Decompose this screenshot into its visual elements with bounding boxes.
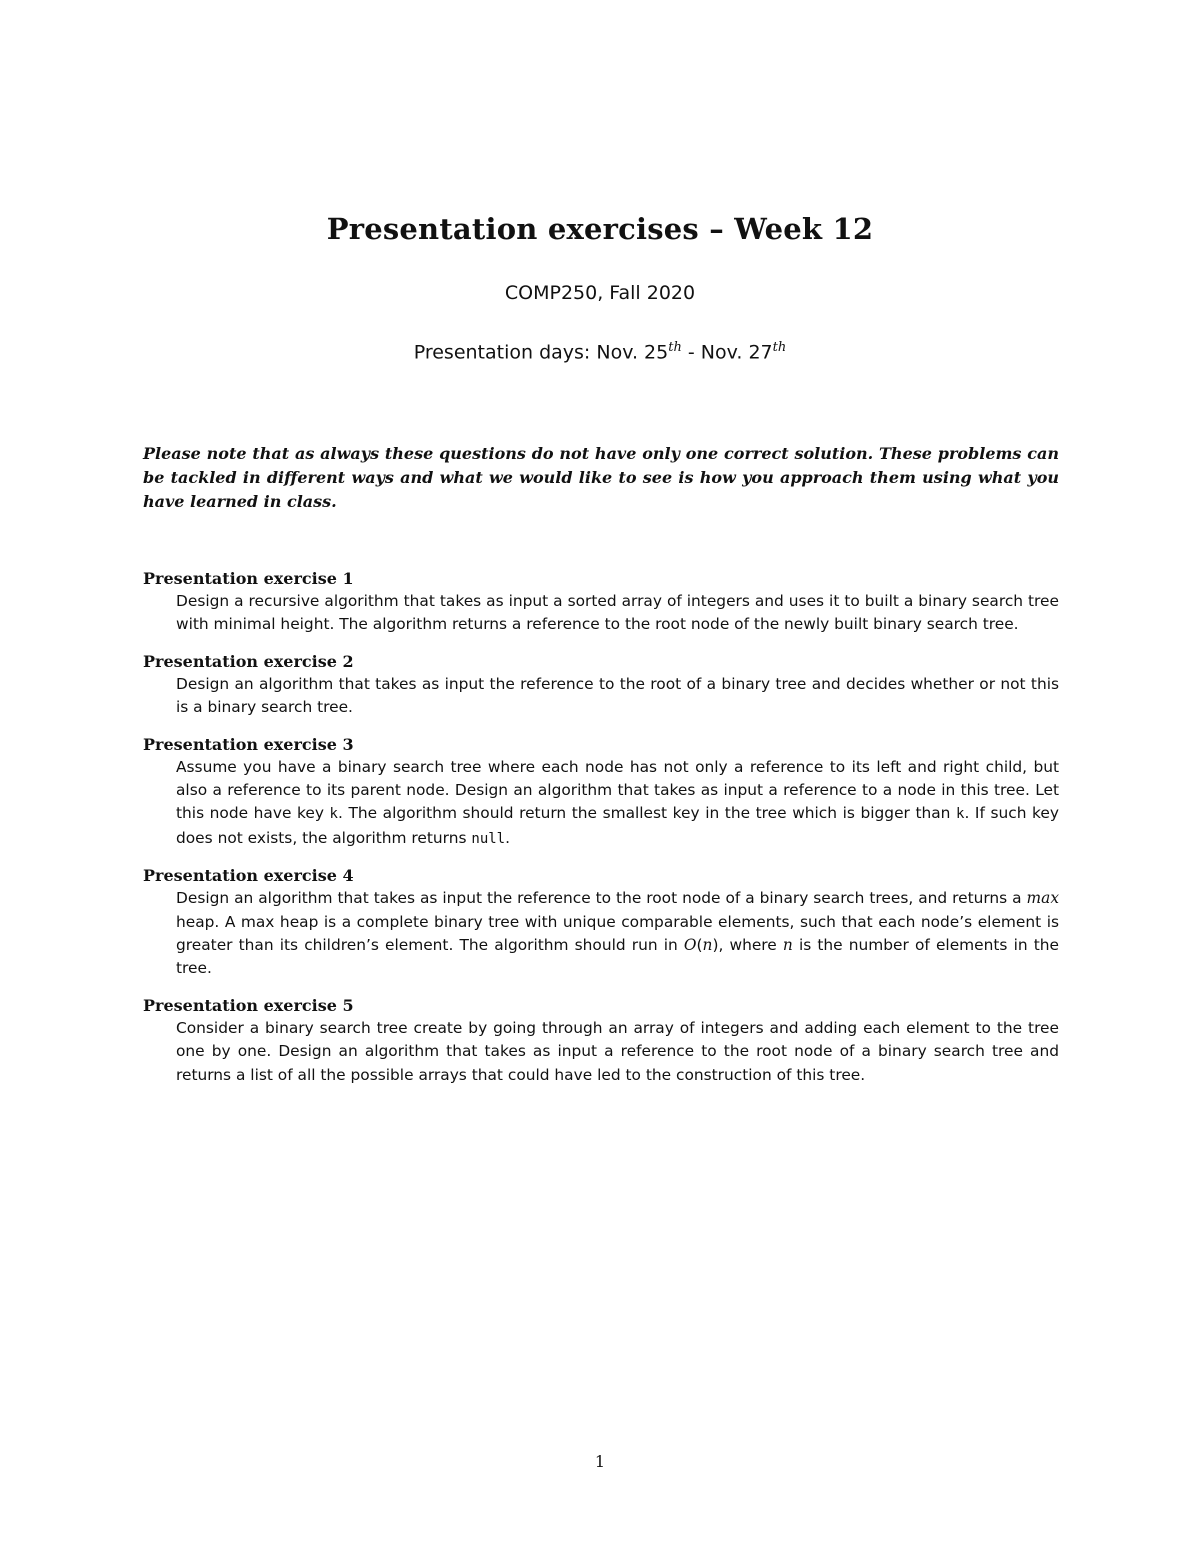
exercise-body: Design an algorithm that takes as input the reference to the root of a binary tree and decides whether or not this is a binary search tree.: [176, 674, 1059, 717]
exercise-body: [176, 887, 1059, 981]
presentation-dates: [0, 340, 1200, 363]
exercise-list: [143, 568, 1059, 1101]
exercise-1: [143, 568, 1059, 637]
math-symbol: n: [782, 936, 793, 955]
math-symbol: O: [683, 936, 697, 955]
exercise-heading: Presentation exercise 4: [143, 866, 354, 886]
page-number: 1: [594, 1452, 606, 1471]
body-text: ), where: [712, 936, 783, 955]
exercise-2: [143, 651, 1059, 720]
code-variable: k: [329, 806, 338, 823]
instructions-note: Please note that as always these questions do not have only one correct solution. These problems can be tackled in different ways and what we would like to see is how you approach them using what you have learned in class.: [143, 444, 1059, 511]
body-text: . If such key does not exists, the algorithm returns: [176, 804, 1059, 847]
body-text: .: [505, 828, 511, 847]
body-text: heap. A max heap is a complete binary tree with unique comparable elements, such that each node’s element is greater than its children’s element. The algorithm should run in: [176, 912, 1059, 955]
exercise-5: [143, 995, 1059, 1087]
body-text: is the number of elements in the tree.: [176, 936, 1059, 978]
exercise-body: Design a recursive algorithm that takes as input a sorted array of integers and uses it to built a binary search tree with minimal height. The algorithm returns a reference to the root node of the newly built binary search tree.: [176, 592, 1059, 634]
exercise-body: [176, 756, 1059, 852]
dates-middle: - Nov. 27: [681, 341, 773, 364]
body-text: Assume you have a binary search tree where each node has not only a reference to its left and right child, but also a reference to its parent node. Design an algorithm that takes as input a reference to a node in this tree. Let this node have key: [176, 757, 1059, 823]
math-paren: (: [696, 936, 703, 955]
course-label: COMP250, Fall 2020: [504, 282, 696, 304]
exercise-heading: Presentation exercise 1: [143, 569, 354, 588]
document-title: Presentation exercises – Week 12: [326, 212, 874, 246]
emphasis: max: [1026, 889, 1059, 908]
body-text: Design an algorithm that takes as input the reference to the root node of a binary search trees, and returns a: [176, 889, 1027, 908]
dates-superscript-1: th: [668, 340, 682, 355]
body-text: . The algorithm should return the smallest key in the tree which is bigger than: [337, 804, 957, 823]
code-variable: k: [956, 806, 965, 823]
dates-superscript-2: th: [772, 340, 787, 355]
dates-prefix: Presentation days: Nov. 25: [413, 341, 669, 364]
exercise-heading: Presentation exercise 5: [143, 995, 354, 1015]
exercise-body: Consider a binary search tree create by going through an array of integers and adding each element to the tree one by one. Design an algorithm that takes as input a reference to the root node of a binary search tree and returns a list of all the possible arrays that could have led to the construction of this tree.: [176, 1018, 1059, 1084]
math-symbol: n: [702, 936, 713, 955]
exercise-3: [143, 734, 1059, 852]
code-keyword: null: [471, 830, 506, 847]
exercise-heading: Presentation exercise 2: [143, 651, 354, 671]
exercise-heading: Presentation exercise 3: [143, 734, 354, 754]
exercise-4: [143, 865, 1059, 981]
